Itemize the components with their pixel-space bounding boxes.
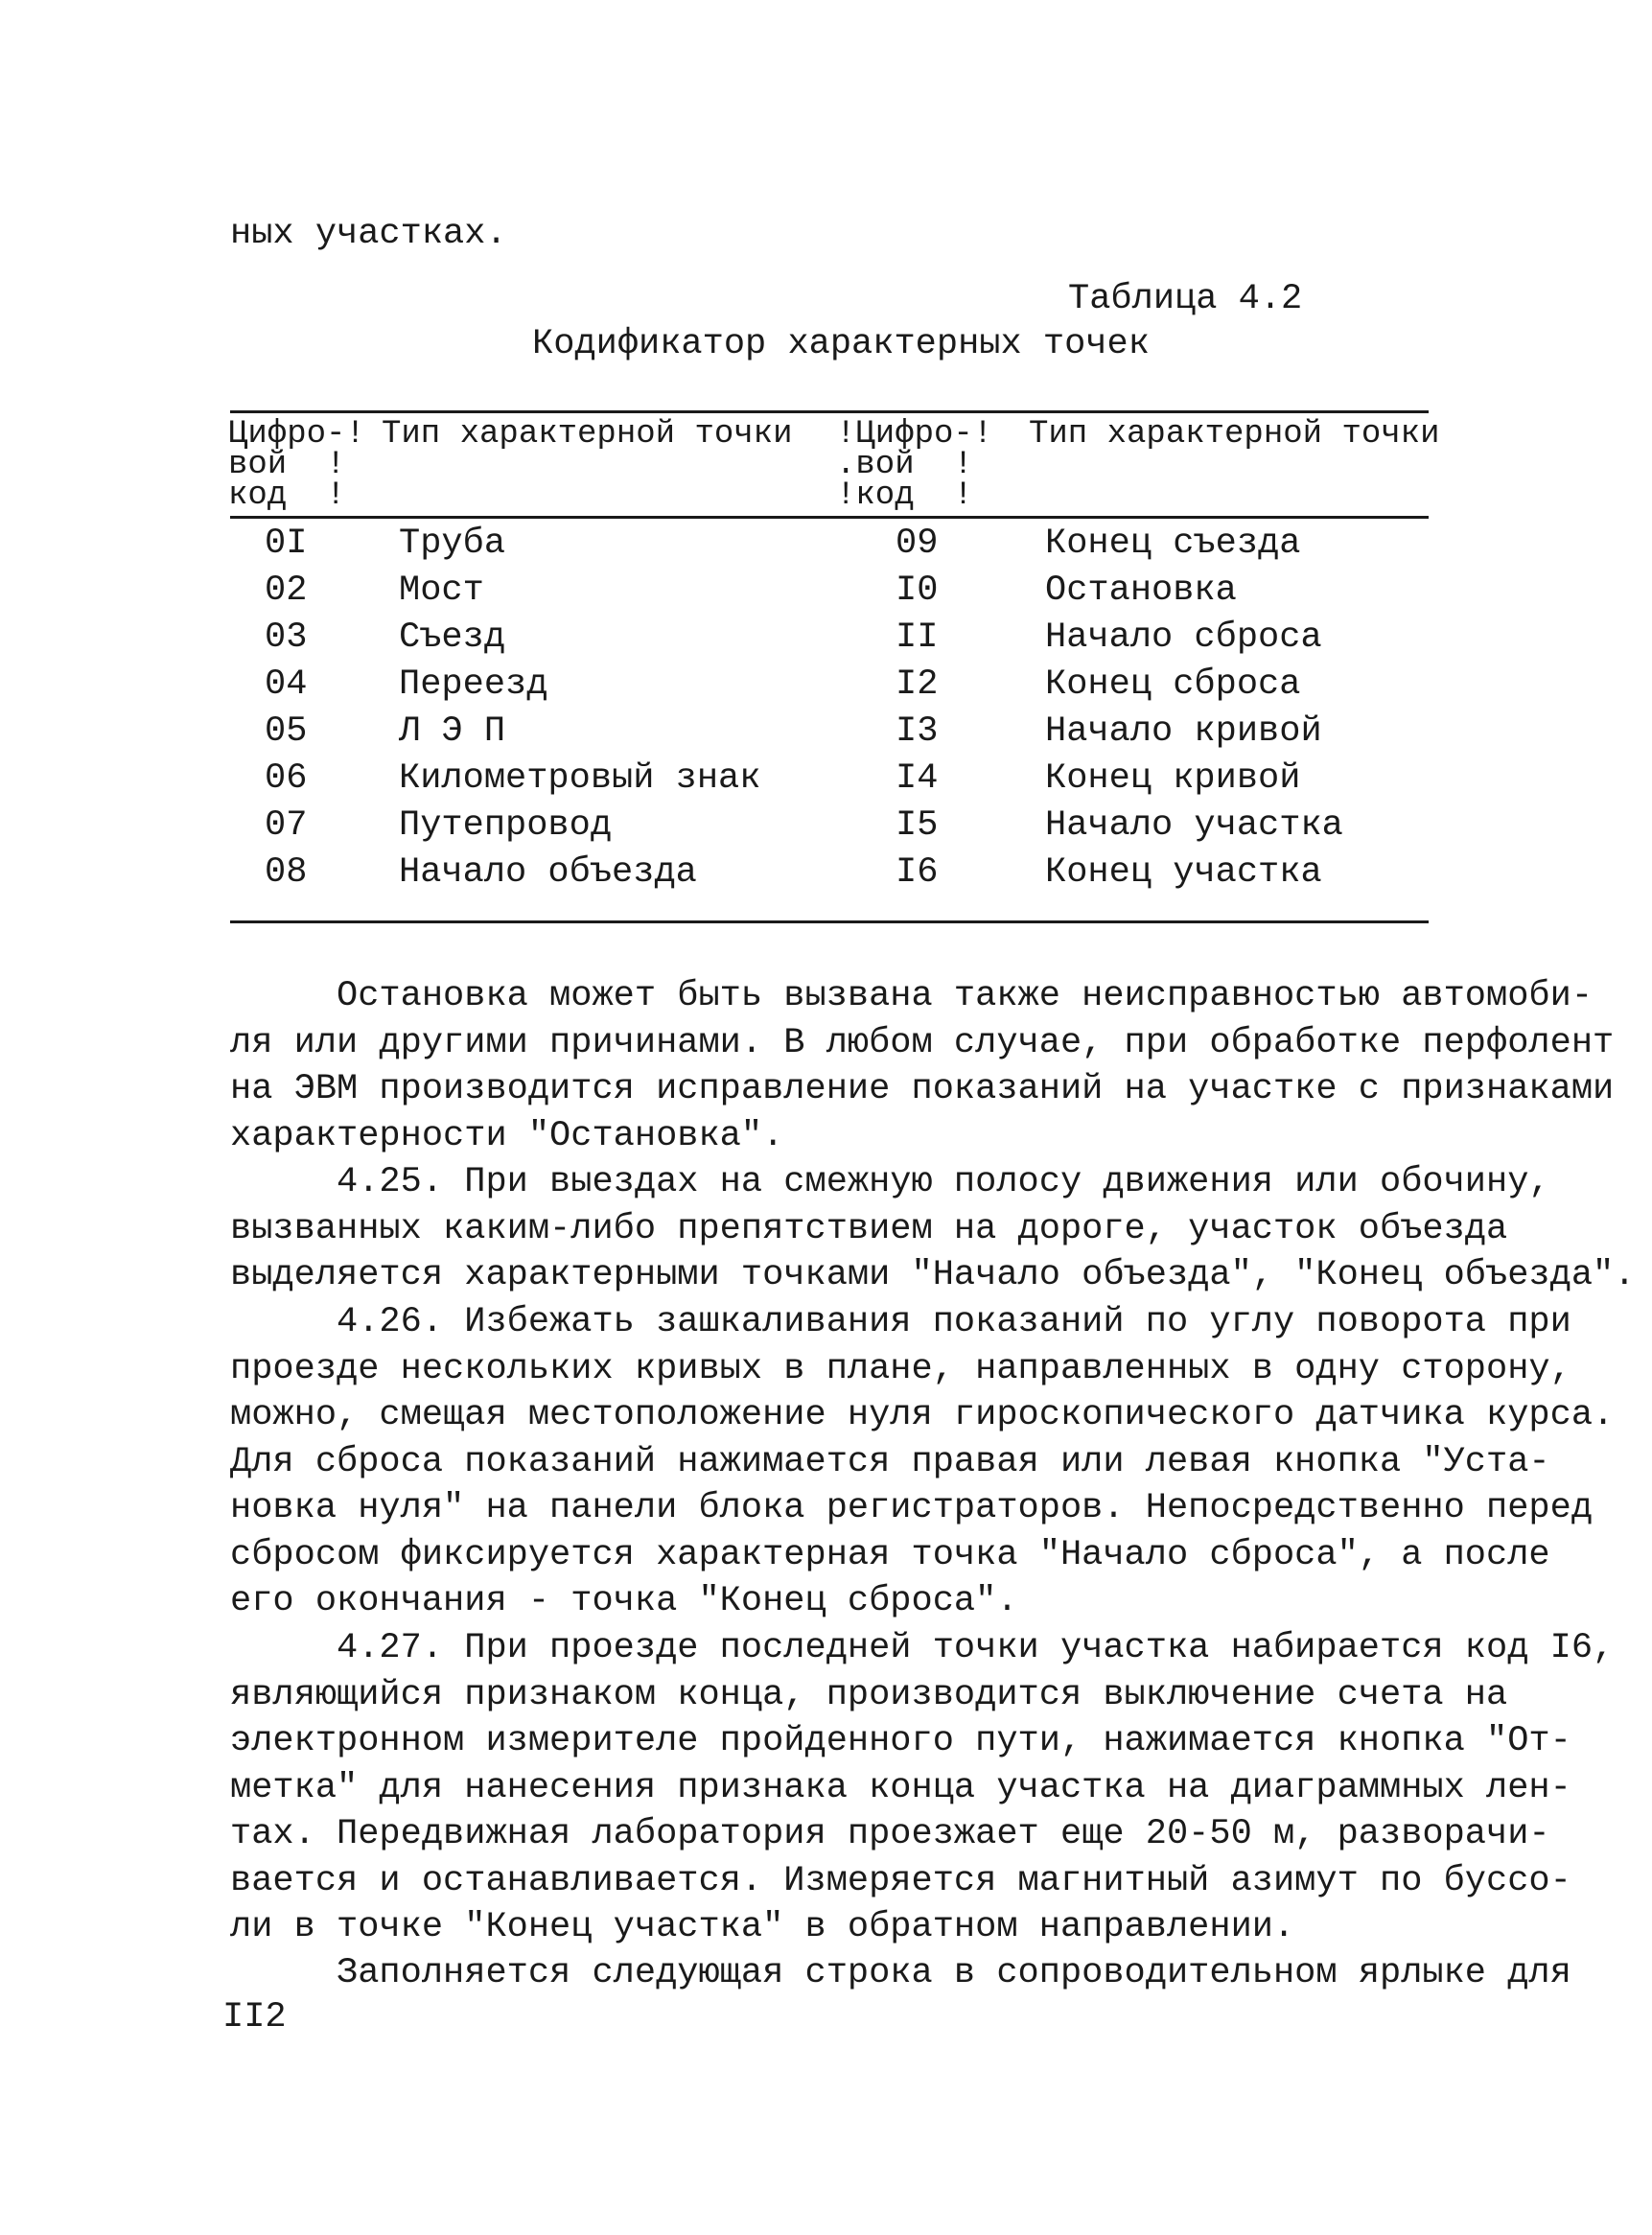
text-line: вызванных каким-либо препятствием на дороге, участок объезда xyxy=(230,1208,1508,1249)
row-code-right: 09 xyxy=(896,524,939,564)
row-code-right: II xyxy=(896,617,939,658)
header-code-left-1: Цифро-! xyxy=(228,416,365,453)
text-line: вается и останавливается. Измеряется магнитный азимут по буссо- xyxy=(230,1860,1571,1901)
text-line: ли в точке "Конец участка" в обратном направлении. xyxy=(230,1907,1295,1947)
row-code-left: 04 xyxy=(265,664,308,705)
row-code-right: I4 xyxy=(896,758,939,799)
row-code-left: 0I xyxy=(265,524,308,564)
row-code-right: I5 xyxy=(896,805,939,846)
text-line: тах. Передвижная лаборатория проезжает еще 20-50 м, разворачи- xyxy=(230,1814,1550,1854)
row-code-right: I6 xyxy=(896,852,939,893)
text-line: Для сброса показаний нажимается правая или левая кнопка "Уста- xyxy=(230,1441,1550,1482)
row-code-left: 08 xyxy=(265,852,308,893)
paragraph-4-26 xyxy=(230,1299,1615,1625)
paragraph xyxy=(230,1950,1571,1997)
text-line: 4.26. Избежать зашкаливания показаний по углу поворота при xyxy=(230,1302,1571,1342)
header-type-right: Тип характерной точки xyxy=(1029,416,1440,453)
lead-text: ных участках. xyxy=(230,214,507,254)
header-code-left-3: код ! xyxy=(228,477,346,514)
text-line: выделяется характерными точками "Начало объезда", "Конец объезда". xyxy=(230,1255,1636,1295)
row-code-right: I0 xyxy=(896,570,939,611)
paragraph-4-25 xyxy=(230,1159,1636,1299)
row-code-left: 03 xyxy=(265,617,308,658)
text-line: метка" для нанесения признака конца участка на диаграммных лен- xyxy=(230,1767,1571,1808)
header-type-left: Тип характерной точки xyxy=(382,416,793,453)
row-type-right: Начало участка xyxy=(1045,805,1343,846)
text-line: электронном измерителе пройденного пути, нажимается кнопка "От- xyxy=(230,1721,1571,1761)
text-line: 4.27. При проезде последней точки участка набирается код I6, xyxy=(230,1628,1615,1668)
row-type-left: Съезд xyxy=(399,617,506,658)
table-title: Кодификатор характерных точек xyxy=(532,324,1150,364)
row-type-right: Конец кривой xyxy=(1045,758,1301,799)
row-type-right: Начало кривой xyxy=(1045,711,1322,752)
header-code-right-2: .вой ! xyxy=(836,447,973,483)
text-line: сбросом фиксируется характерная точка "Начало сброса", а после xyxy=(230,1534,1550,1575)
row-type-left: Мост xyxy=(399,570,484,611)
text-line: Остановка может быть вызвана также неисправностью автомоби- xyxy=(230,976,1594,1016)
table-number: Таблица 4.2 xyxy=(1068,279,1303,319)
row-type-right: Начало сброса xyxy=(1045,617,1322,658)
row-code-left: 05 xyxy=(265,711,308,752)
row-type-right: Конец участка xyxy=(1045,852,1322,893)
row-type-left: Л Э П xyxy=(399,711,506,752)
row-type-left: Путепровод xyxy=(399,805,613,846)
table-top-rule xyxy=(230,410,1429,413)
text-line: можно, смещая местоположение нуля гироскопического датчика курса. xyxy=(230,1395,1615,1435)
paragraph xyxy=(230,973,1615,1159)
text-line: 4.25. При выездах на смежную полосу движения или обочину, xyxy=(230,1162,1550,1202)
text-line: Заполняется следующая строка в сопроводительном ярлыке для xyxy=(230,1953,1571,1993)
text-line: являющийся признаком конца, производится выключение счета на xyxy=(230,1674,1508,1715)
page-number: II2 xyxy=(222,1997,287,2037)
text-line: новка нуля" на панели блока регистраторов. Непосредственно перед xyxy=(230,1488,1594,1528)
row-type-right: Остановка xyxy=(1045,570,1237,611)
table-bottom-rule xyxy=(230,920,1429,923)
row-code-left: 07 xyxy=(265,805,308,846)
row-code-right: I2 xyxy=(896,664,939,705)
header-code-left-2: вой ! xyxy=(228,447,346,483)
text-line: его окончания - точка "Конец сброса". xyxy=(230,1581,1018,1621)
header-code-right-1: !Цифро-! xyxy=(836,416,993,453)
text-line: характерности "Остановка". xyxy=(230,1115,784,1156)
row-type-left: Начало объезда xyxy=(399,852,697,893)
row-code-left: 02 xyxy=(265,570,308,611)
row-type-right: Конец съезда xyxy=(1045,524,1301,564)
row-code-right: I3 xyxy=(896,711,939,752)
row-type-left: Труба xyxy=(399,524,506,564)
paragraph-4-27 xyxy=(230,1625,1615,1951)
row-type-right: Конец сброса xyxy=(1045,664,1301,705)
text-line: ля или другими причинами. В любом случае, при обработке перфолент xyxy=(230,1022,1615,1063)
row-type-left: Километровый знак xyxy=(399,758,761,799)
row-type-left: Переезд xyxy=(399,664,548,705)
header-code-right-3: !код ! xyxy=(836,477,973,514)
row-code-left: 06 xyxy=(265,758,308,799)
text-line: на ЭВМ производится исправление показаний на участке с признаками xyxy=(230,1069,1615,1109)
table-header-rule xyxy=(230,516,1429,519)
text-line: проезде нескольких кривых в плане, направленных в одну сторону, xyxy=(230,1348,1571,1389)
